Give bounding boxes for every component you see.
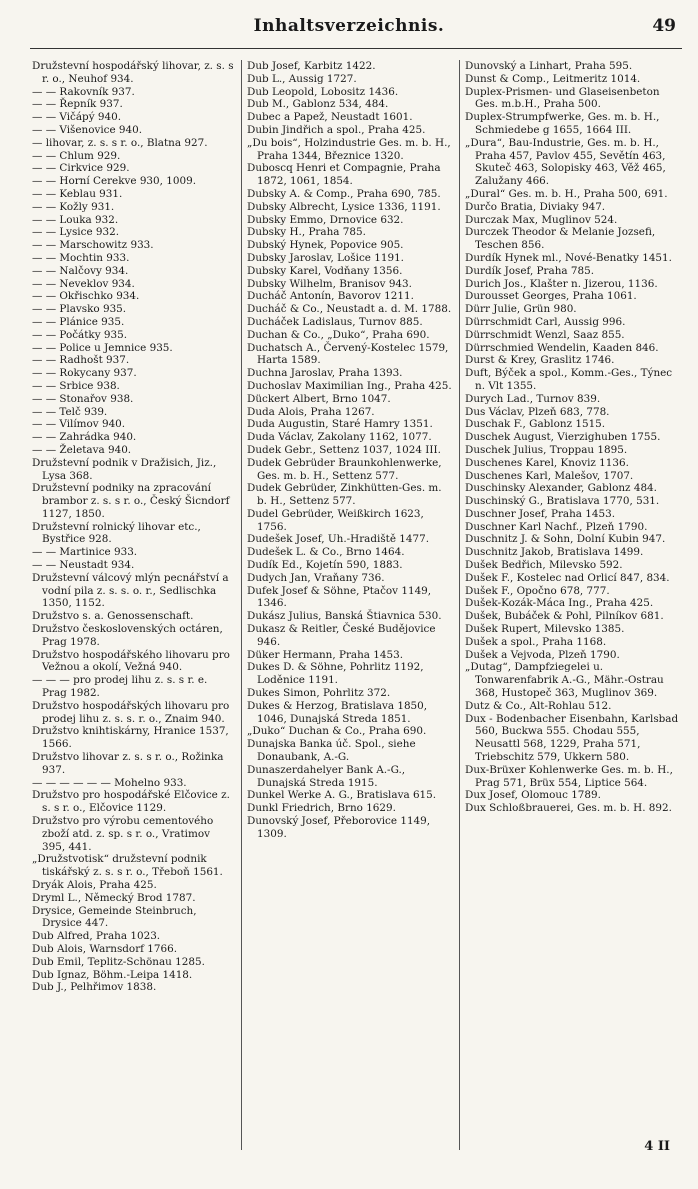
index-entry: Duschner Karl Nachf., Plzeň 1790. xyxy=(465,520,648,533)
index-entry: Ducháček Ladislaus, Turnov 885. xyxy=(247,315,423,328)
index-entry: Dux - Bodenbacher Eisenbahn, Karlsbad 560, Buckwa 555. Chodau 555, Neusattl 568, 1229, Praha 571, Triebschitz 579, Ukkern 580. xyxy=(465,712,679,764)
index-entry: — — Lysice 932. xyxy=(32,226,120,239)
index-entry: „Duko“ Duchan & Co., Praha 690. xyxy=(247,725,427,738)
index-entry: — — — — — — Mohelno 933. xyxy=(32,776,187,789)
index-entry: Dušek-Kozák-Máca Ing., Praha 425. xyxy=(465,597,654,610)
column-divider xyxy=(241,60,242,1150)
index-entry: Dukasz & Reitler, České Budějovice 946. xyxy=(247,623,436,648)
index-entry: Dudych Jan, Vraňany 736. xyxy=(247,571,385,584)
index-entry: Dubsky Wilhelm, Branisov 943. xyxy=(247,277,412,290)
index-entry: Dubsky Emmo, Drnovice 632. xyxy=(247,213,404,226)
index-entry: Družstevní hospodářský lihovar, z. s. s r. o., Neuhof 934. xyxy=(32,60,234,85)
index-entry: Drysice, Gemeinde Steinbruch, Drysice 447. xyxy=(32,904,197,930)
index-entry: Ducháč & Co., Neustadt a. d. M. 1788. xyxy=(247,303,452,316)
column-divider xyxy=(459,60,460,1150)
index-entry: Duschner Josef, Praha 1453. xyxy=(465,507,616,520)
index-entry: Dudešek L. & Co., Brno 1464. xyxy=(247,546,405,559)
index-entry: Duschinsky Alexander, Gablonz 484. xyxy=(465,482,657,495)
index-entry: — — Neveklov 934. xyxy=(32,277,135,290)
index-entry: — — Rakovník 937. xyxy=(32,85,135,98)
index-entry: Dürr Julie, Grün 980. xyxy=(465,303,577,316)
index-entry: — — Horní Cerekve 930, 1009. xyxy=(32,175,197,188)
index-entry: Družstvo československých octáren, Prag 1978. xyxy=(32,623,223,648)
index-entry: Duchatsch A., Červený-Kostelec 1579, Harta 1589. xyxy=(247,341,449,367)
index-entry: Dubec a Papež, Neustadt 1601. xyxy=(247,111,413,124)
index-entry: Družstevní válcový mlýn pecnářství a vodní pila z. s. s. o. r., Sedlischka 1350, 1152. xyxy=(32,571,229,610)
index-entry: Duchan & Co., „Duko“, Praha 690. xyxy=(247,328,430,341)
index-entry: Duda Václav, Zakolany 1162, 1077. xyxy=(247,431,432,444)
index-entry: „Družstvotisk“ družstevní podnik tiskářský z. s. s r. o., Třeboň 1561. xyxy=(32,853,223,879)
index-entry: „Dural“ Ges. m. b. H., Praha 500, 691. xyxy=(465,187,668,200)
index-entry: Dušek Rupert, Milevsko 1385. xyxy=(465,623,625,636)
index-entry: Dukes & Herzog, Bratislava 1850, 1046, Dunajská Streda 1851. xyxy=(247,699,428,725)
index-entry: Dubsky Jaroslav, Lošice 1191. xyxy=(247,251,404,264)
index-entry: Dudík Ed., Kojetín 590, 1883. xyxy=(247,559,403,572)
index-column-2 xyxy=(247,60,453,841)
index-entry: Družstvo hospodářského lihovaru pro Vežnou a okolí, Vežná 940. xyxy=(32,648,230,674)
index-entry: Dub L., Aussig 1727. xyxy=(247,72,357,85)
index-entry: Duda Augustin, Staré Hamry 1351. xyxy=(247,418,433,431)
index-entry: Duschinský G., Bratislava 1770, 531. xyxy=(465,495,660,508)
index-entry: Dux Josef, Olomouc 1789. xyxy=(465,789,601,802)
index-entry: Dub Alfred, Praha 1023. xyxy=(32,930,161,943)
index-entry: Družstvo knihtiskárny, Hranice 1537, 1566. xyxy=(32,725,229,751)
index-entry: — — Keblau 931. xyxy=(32,187,123,200)
index-entry: Dückert Albert, Brno 1047. xyxy=(247,392,391,405)
index-entry: Družstvo s. a. Genossenschaft. xyxy=(32,610,194,623)
index-entry: Duschenes Karl, Malešov, 1707. xyxy=(465,469,634,482)
index-entry: Družstvo pro výrobu cementového zboží atd. z. sp. s r. o., Vratimov 395, 441. xyxy=(32,815,214,853)
index-column-3 xyxy=(465,60,683,815)
index-entry: Dušek Bedřich, Milevsko 592. xyxy=(465,559,623,572)
index-entry: Dušek a Vejvoda, Plzeň 1790. xyxy=(465,648,620,661)
index-entry: — — Vičápý 940. xyxy=(32,111,122,124)
index-entry: Dunovský a Linhart, Praha 595. xyxy=(465,60,633,72)
page-number: 49 xyxy=(652,16,676,36)
index-entry: — — Police u Jemnice 935. xyxy=(32,341,173,354)
index-entry: Dukász Julius, Banská Štiavnica 530. xyxy=(247,610,442,623)
index-entry: — — Rokycany 937. xyxy=(32,367,137,380)
index-entry: Dudel Gebrüder, Weißkirch 1623, 1756. xyxy=(247,507,424,533)
index-entry: Dukes D. & Söhne, Pohrlitz 1192, Loděnice 1191. xyxy=(247,661,424,687)
index-entry: — — Višenovice 940. xyxy=(32,123,143,136)
index-entry: „Du bois“, Holzindustrie Ges. m. b. H., Praha 1344, Březnice 1320. xyxy=(247,136,451,162)
index-entry: Dux Schloßbrauerei, Ges. m. b. H. 892. xyxy=(465,802,672,815)
index-entry: Dub Josef, Karbitz 1422. xyxy=(247,60,376,72)
index-column-1 xyxy=(32,60,235,994)
page-footer xyxy=(32,1139,682,1159)
index-entry: Dušek F., Opočno 678, 777. xyxy=(465,584,610,597)
index-entry: Dürrschmidt Carl, Aussig 996. xyxy=(465,315,626,328)
index-entry: Duschek Julius, Troppau 1895. xyxy=(465,443,628,456)
index-entry: — — Řepník 937. xyxy=(32,98,123,111)
index-entry: Duschenes Karel, Knoviz 1136. xyxy=(465,456,629,469)
index-entry: — — Okřischko 934. xyxy=(32,290,140,303)
index-entry: — — Martinice 933. xyxy=(32,546,138,559)
index-entry: Družstvo lihovar z. s. s r. o., Rožinka 937. xyxy=(32,751,224,776)
index-entry: — — Nalčovy 934. xyxy=(32,264,129,277)
index-entry: — — Počátky 935. xyxy=(32,328,128,341)
index-entry: Durich Jos., Klašter n. Jizerou, 1136. xyxy=(465,277,658,290)
index-entry: — — Chlum 929. xyxy=(32,149,121,162)
index-entry: Dušek a spol., Praha 1168. xyxy=(465,635,607,648)
index-entry: — — Kožly 931. xyxy=(32,200,115,213)
index-entry: Durčo Bratia, Diviaky 947. xyxy=(465,200,606,213)
index-entry: Dušek, Bubáček & Pohl, Pilníkov 681. xyxy=(465,610,664,623)
page-title: Inhaltsverzeichnis. xyxy=(253,16,445,36)
index-entry: — — Telč 939. xyxy=(32,405,108,418)
index-entry: Dub Emil, Teplitz-Schönau 1285. xyxy=(32,955,205,968)
index-entry: Dudek Gebr., Settenz 1037, 1024 III. xyxy=(247,443,441,456)
index-entry: Dub Ignaz, Böhm.-Leipa 1418. xyxy=(32,968,193,981)
index-entry: Dubský Hynek, Popovice 905. xyxy=(247,239,404,252)
index-entry: Dürrschmied Wendelin, Kaaden 846. xyxy=(465,341,659,354)
index-entry: Dubsky A. & Comp., Praha 690, 785. xyxy=(247,187,441,200)
index-entry: — — Radhošt 937. xyxy=(32,354,130,367)
index-entry: Družstevní podnik v Dražisich, Jiz., Lysa 368. xyxy=(32,456,217,482)
index-entry: Duschek August, Vierzighuben 1755. xyxy=(465,431,661,444)
index-entry: — — Louka 932. xyxy=(32,213,119,226)
index-entry: Dubin Jindřich a spol., Praha 425. xyxy=(247,123,426,136)
index-entry: Dubsky H., Praha 785. xyxy=(247,226,366,239)
index-entry: Duschnitz Jakob, Bratislava 1499. xyxy=(465,546,644,559)
index-entry: Durst & Krey, Graslitz 1746. xyxy=(465,354,615,367)
index-entry: Dürrschmidt Wenzl, Saaz 855. xyxy=(465,328,625,341)
index-entry: — — Neustadt 934. xyxy=(32,559,135,572)
index-entry: — — Vilímov 940. xyxy=(32,418,126,431)
index-entry: Duchna Jaroslav, Praha 1393. xyxy=(247,367,403,380)
index-entry: Duchoslav Maximilian Ing., Praha 425. xyxy=(247,379,452,392)
index-entry: — — Plánice 935. xyxy=(32,315,125,328)
index-entry: Družstevní podniky na zpracování brambor z. s. s r. o., Český Šicndorf 1127, 1850. xyxy=(32,482,230,520)
index-entry: Dunovský Josef, Přeborovice 1149, 1309. xyxy=(247,815,431,840)
index-entry: Duft, Býček a spol., Komm.-Ges., Týnec n. Vlt 1355. xyxy=(465,367,673,392)
signature-mark: 4 II xyxy=(644,1139,670,1154)
page-header xyxy=(0,14,698,44)
index-entry: Durdík Josef, Praha 785. xyxy=(465,264,595,277)
index-entry: Duboscq Henri et Compagnie, Praha 1872, 1061, 1854. xyxy=(247,162,441,188)
index-entry: Dukes Simon, Pohrlitz 372. xyxy=(247,687,391,700)
index-entry: — — Srbice 938. xyxy=(32,379,120,392)
index-entry: Dunajska Banka úč. Spol., siehe Donaubank, A.-G. xyxy=(247,738,416,764)
index-entry: Durych Lad., Turnov 839. xyxy=(465,392,601,405)
index-entry: — lihovar, z. s. s r. o., Blatna 927. xyxy=(32,136,208,149)
index-entry: Duda Alois, Praha 1267. xyxy=(247,405,375,418)
index-entry: Duplex-Strumpfwerke, Ges. m. b. H., Schmiedebe g 1655, 1664 III. xyxy=(465,111,660,136)
index-entry: Dudek Gebrüder Braunkohlenwerke, Ges. m. b. H., Settenz 577. xyxy=(247,456,442,482)
index-entry: Dufek Josef & Söhne, Ptačov 1149, 1346. xyxy=(247,584,432,610)
index-entry: Družstvo hospodářských lihovaru pro prodej lihu z. s. s. r. o., Znaim 940. xyxy=(32,699,230,725)
index-entry: Dub M., Gablonz 534, 484. xyxy=(247,98,389,111)
index-entry: Dunkel Werke A. G., Bratislava 615. xyxy=(247,789,437,802)
index-entry: Dubsky Albrecht, Lysice 1336, 1191. xyxy=(247,200,441,213)
index-entry: — — Mochtin 933. xyxy=(32,251,130,264)
index-entry: — — Želetava 940. xyxy=(32,443,132,456)
index-entry: — — Plavsko 935. xyxy=(32,303,127,316)
index-entry: Dudešek Josef, Uh.-Hradiště 1477. xyxy=(247,533,430,546)
index-entry: Duschak F., Gablonz 1515. xyxy=(465,418,606,431)
index-entry: Duplex-Prismen- und Glaseisenbeton Ges. m.b.H., Praha 500. xyxy=(465,85,660,111)
index-entry: Durousset Georges, Praha 1061. xyxy=(465,290,637,303)
index-entry: Dunst & Comp., Leitmeritz 1014. xyxy=(465,72,641,85)
index-entry: Družstvo pro hospodářské Elčovice z. s. s r. o., Elčovice 1129. xyxy=(32,789,230,815)
index-entry: — — Marschowitz 933. xyxy=(32,239,154,252)
index-entry: Dudek Gebrüder, Zinkhütten-Ges. m. b. H., Settenz 577. xyxy=(247,482,442,508)
index-entry: — — Stonařov 938. xyxy=(32,392,134,405)
index-entry: Dubsky Karel, Vodňany 1356. xyxy=(247,264,403,277)
index-entry: „Dutag“, Dampfziegelei u. Tonwarenfabrik A.-G., Mähr.-Ostrau 368, Hustopeč 363, Muglinov 369. xyxy=(465,661,664,700)
index-entry: Ducháč Antonín, Bavorov 1211. xyxy=(247,290,414,303)
index-entry: Dutz & Co., Alt-Rohlau 512. xyxy=(465,699,612,712)
index-entry: Dunkl Friedrich, Brno 1629. xyxy=(247,802,396,815)
index-entry: Düker Hermann, Praha 1453. xyxy=(247,648,404,661)
index-entry: — — Zahrádka 940. xyxy=(32,431,137,444)
index-entry: Dryák Alois, Praha 425. xyxy=(32,879,157,891)
index-entry: Dušek F., Kostelec nad Orlicí 847, 834. xyxy=(465,571,670,584)
index-entry: Durczek Theodor & Melanie Jozsefi, Teschen 856. xyxy=(465,226,656,252)
index-entry: Dub Alois, Warnsdorf 1766. xyxy=(32,942,178,955)
index-entry: Dub J., Pelhřimov 1838. xyxy=(32,981,157,994)
index-entry: Družstevní rolnický lihovar etc., Bystřice 928. xyxy=(32,520,201,546)
index-entry: Durdík Hynek ml., Nové-Benatky 1451. xyxy=(465,251,672,264)
index-entry: — — Cirkvice 929. xyxy=(32,162,130,175)
index-entry: Dunaszerdahelyer Bank A.-G., Dunajská Streda 1915. xyxy=(247,763,406,789)
header-rule xyxy=(30,48,682,49)
index-entry: Dux-Brüxer Kohlenwerke Ges. m. b. H., Prag 571, Brüx 554, Liptice 564. xyxy=(465,763,673,789)
index-entry: Dus Václav, Plzeň 683, 778. xyxy=(465,405,610,418)
index-entry: Durczak Max, Muglinov 524. xyxy=(465,213,618,226)
index-entry: — — — pro prodej lihu z. s. s r. e. Prag 1982. xyxy=(32,674,208,700)
index-entry: Dryml L., Německý Brod 1787. xyxy=(32,891,196,904)
index-entry: Duschnitz J. & Sohn, Dolní Kubin 947. xyxy=(465,533,666,546)
index-entry: „Dura“, Bau-Industrie, Ges. m. b. H., Praha 457, Pavlov 455, Sevětín 463, Skuteč 463, Solopisky 463, Věž 465, Zalužany 466. xyxy=(465,136,666,188)
index-entry: Dub Leopold, Lobositz 1436. xyxy=(247,85,399,98)
